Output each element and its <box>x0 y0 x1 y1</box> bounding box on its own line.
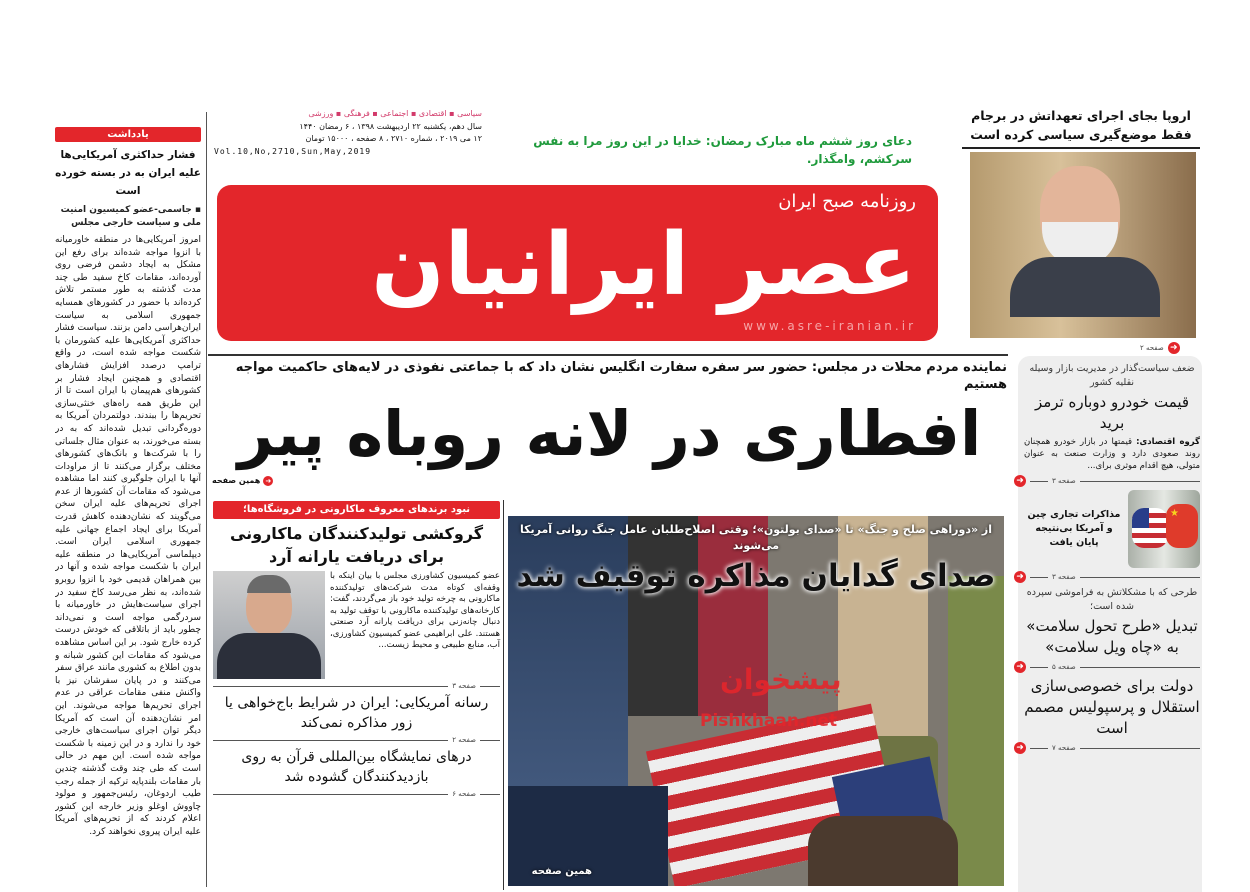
newspaper-logo <box>217 185 938 341</box>
ramadan-prayer: دعای روز ششم ماه مبارک رمضان: خدایا در این روز مرا به نفس سرکشم، وامگذار. <box>533 134 912 166</box>
column-divider <box>503 500 504 890</box>
divider <box>480 686 500 687</box>
divider <box>1080 481 1200 482</box>
mp-photo <box>213 571 325 679</box>
page-ref[interactable]: صفحه ۲ <box>1140 344 1164 352</box>
arrow-icon: ➜ <box>263 476 273 486</box>
page-ref[interactable]: صفحه ۶ <box>452 790 476 798</box>
car-lead-label: گروه اقتصادی: <box>1136 437 1200 447</box>
health-kicker: طرحی که با مشکلاتش به فراموشی سپرده شده است؛ <box>1026 587 1198 612</box>
arrow-icon: ➜ <box>1014 742 1026 754</box>
divider <box>213 740 448 741</box>
divider <box>480 740 500 741</box>
top-right-ref <box>1140 342 1198 354</box>
photo-story-page-ref[interactable]: همین صفحه <box>531 866 592 877</box>
health-headline[interactable]: تبدیل «طرح تحول سلامت» به «چاه ویل سلامت» <box>1026 617 1198 656</box>
lead-headline[interactable]: افطاری در لانه روباه پیر <box>237 397 982 470</box>
logo-url: www.asre-iranian.ir <box>743 319 916 333</box>
car-kicker: ضعف سیاست‌گذار در مدیریت بازار وسیله نقلیه کشور <box>1029 363 1195 388</box>
page-ref[interactable]: صفحه ۵ <box>1052 663 1076 671</box>
watermark-fa: پیشخوان <box>720 663 842 696</box>
logo-subtitle: روزنامه صبح ایران <box>778 191 916 212</box>
divider <box>1080 748 1200 749</box>
page-ref[interactable]: صفحه ۳ <box>1052 477 1076 485</box>
divider <box>208 354 1008 356</box>
divider <box>480 794 500 795</box>
arrow-icon: ➜ <box>1168 342 1180 354</box>
masthead-issue: ۱۲ می ۲۰۱۹ ، شماره ۲۷۱۰ ، ۸ صفحه ، ۱۵۰۰۰ تومان <box>305 134 482 143</box>
top-right-story <box>962 106 1200 338</box>
divider <box>213 686 448 687</box>
car-headline[interactable]: قیمت خودرو دوباره ترمز برید <box>1034 393 1190 432</box>
divider <box>1030 667 1048 668</box>
top-right-headline[interactable]: اروپا بجای اجرای تعهداتش در برجام فقط موضع‌گیری سیاسی کرده است <box>970 108 1192 142</box>
divider <box>1030 481 1048 482</box>
photo-story-text <box>512 522 1000 598</box>
page-ref[interactable]: صفحه ۷ <box>1052 744 1076 752</box>
photo-story-kicker: از «دوراهی صلح و جنگ» تا «صدای بولتون»؛ وقتی اصلاح‌طلبان عامل جنگ روانی آمریکا می‌شوند <box>519 523 993 552</box>
masthead-info <box>214 108 482 158</box>
editorial-label: یادداشت <box>55 127 201 142</box>
lead-page-ref[interactable]: همین صفحه <box>212 476 261 485</box>
arrow-icon: ➜ <box>1014 571 1026 583</box>
sidebar-content <box>1014 362 1200 890</box>
politician-photo <box>970 152 1196 338</box>
masthead-date-en: Vol.10,No,2710,Sun,May,2019 <box>214 146 372 156</box>
editorial-author: ▪ جاسمی-عضو کمیسیون امنیت ملی و سیاست خارجی مجلس <box>60 205 201 228</box>
divider <box>1080 577 1200 578</box>
pasta-column <box>213 501 500 891</box>
masthead-sections: سیاسی ▪ اقتصادی ▪ اجتماعی ▪ فرهنگی ▪ ورزشی <box>308 109 482 118</box>
trade-war-gloves-image: ★ <box>1128 490 1200 568</box>
trade-headline[interactable]: مذاکرات تجاری چین و آمریکا بی‌نتیجه پایان یافت <box>1027 509 1121 548</box>
editorial-column <box>55 127 201 887</box>
page-ref[interactable]: صفحه ۲ <box>452 736 476 744</box>
divider <box>1030 577 1048 578</box>
editorial-body: امروز آمریکایی‌ها در منطقه خاورمیانه با انزوا مواجه شده‌اند برای رفع این مشکل به ایجاد دشمن فرضی روی آورده‌اند، مقامات کاخ سفید طی چند مدت گذشته به طور مستمر تلاش کرده‌اند با حضور در کشورهای همسایه جمهوری اسلامی به سیاست ایران‌هراسی دامن بزنند. سیاست فشار حداکثری آمریکایی‌ها علیه کشورمان با شکست مواجه شده است، در واقع ترامپ درصدد افزایش فشارهای اقتصادی و همچنین ایجاد فشار بر کشورهای هم‌پیمان با ایران است تا از این طریق همه راه‌های خنثی‌سازی تحریم‌ها را ببندند. دولتمردان آمریکا به دوره‌گردانی تبدیل شده‌اند که به در بسته می‌خورند، به عنوان مثال جلساتی را با شرکت‌ها و بانک‌های کشورهای مختلف برگزار می‌کنند تا از مراودات آنها با ایران جلوگیری کنند اما مشاهده می‌شود که مقامات آن کشورها از عدم اجرای تحریم‌های علیه ایران سخن می‌گویند که نشان‌دهنده کاهش قدرت آمریکا برای ایجاد اجماع جهانی علیه جمهوری اسلامی ایران است. دیپلماسی آمریکایی‌ها در منطقه علیه ایران با شکست مواجه شده و آنها در بین همراهان قدیمی خود با انزوا روبرو شده‌اند، به نظر می‌رسد کاخ سفید در اجرای سیاست‌هایش در خاورمیانه با سردرگمی مواجه است و نمی‌داند چطور باید از باتلاقی که خودش درست کرده خارج شود. بر این اساس مشاهده می‌شود که مقامات این کشور شبانه و بدون اطلاع به کشوری مانند عراق سفر می‌کنند و در پایان سفرشان نیز با واکنش منفی مقامات عراقی در عدم اجرای تحریم‌ها مواجه می‌شوند. این امر نشان‌دهنده آن است که آمریکا دیگر توان اجرای سیاست‌های خارجی خود را ندارد و در این زمینه با شکست مواجه شده است. این مهم در حالی است که طی چند وقت گذشته چندین بار مقامات بلندپایه ترکیه از جمله رجب طیب اردوغان، رئیس‌جمهور و مولود چاووش اوغلو وزیر خارجه این کشور اعلام کردند که از تحریم‌های آمریکا علیه ایران پیروی نخواهند کرد. <box>55 235 201 837</box>
divider <box>213 794 448 795</box>
editorial-headline[interactable]: فشار حداکثری آمریکایی‌ها علیه ایران به در بسته خورده است <box>55 149 201 197</box>
brief-headline[interactable]: درهای نمایشگاه بین‌المللی قرآن به روی بازدیدکنندگان گشوده شد <box>241 749 472 785</box>
sport-headline[interactable]: دولت برای خصوصی‌سازی استقلال و پرسپولیس مصمم است <box>1024 677 1200 737</box>
pasta-headline[interactable]: گروکشی تولیدکنندگان ماکارونی برای دریافت یارانه آرد <box>229 524 484 566</box>
lead-story <box>212 359 1007 499</box>
divider <box>1080 667 1200 668</box>
arrow-icon: ➜ <box>1014 661 1026 673</box>
pasta-body: عضو کمیسیون کشاورزی مجلس با بیان اینکه با وقفه‌ای کوتاه مدت شرکت‌های تولیدکننده ماکارونی به چرخه تولید خود باز می‌گردند، گفت: کارخانه‌های تولیدکننده ماکارونی با توقف تولید به دنبال چانه‌زنی برای دریافت یارانه آرد صنعتی هستند. علی ابراهیمی عضو کمیسیون کشاورزی، آب، منابع طبیعی و محیط زیست... <box>330 571 500 650</box>
lead-kicker: نماینده مردم محلات در مجلس: حضور سر سفره سفارت انگلیس نشان داد که با جماعتی نفوذی در لایه‌های حاکمیت مواجه هستیم <box>235 360 1007 392</box>
logo-title: عصر ایرانیان <box>371 215 916 315</box>
divider <box>962 147 1200 149</box>
page-ref[interactable]: صفحه ۳ <box>452 682 476 690</box>
watermark-en: Pishkhaan.net <box>700 711 838 731</box>
page-ref[interactable]: صفحه ۳ <box>1052 573 1076 581</box>
photo-story-headline[interactable]: صدای گدایان مذاکره توقیف شد <box>516 558 996 594</box>
arrow-icon: ➜ <box>1014 475 1026 487</box>
column-divider <box>206 112 207 887</box>
brief-headline[interactable]: رسانه آمریکایی: ایران در شرایط باج‌خواهی یا زور مذاکره نمی‌کند <box>224 695 489 731</box>
pasta-label: نبود برندهای معروف ماکارونی در فروشگاه‌ها؛ <box>213 501 500 519</box>
divider <box>1030 748 1048 749</box>
masthead-date-fa: سال دهم، یکشنبه ۲۲ اردیبهشت ۱۳۹۸ ، ۶ رمضان ۱۴۴۰ <box>299 121 482 131</box>
car-lead: قیمتها در بازار خودرو همچنان روند صعودی دارد و وزارت صنعت به عنوان متولی، هیچ اقدام موثری برای... <box>1024 437 1200 471</box>
